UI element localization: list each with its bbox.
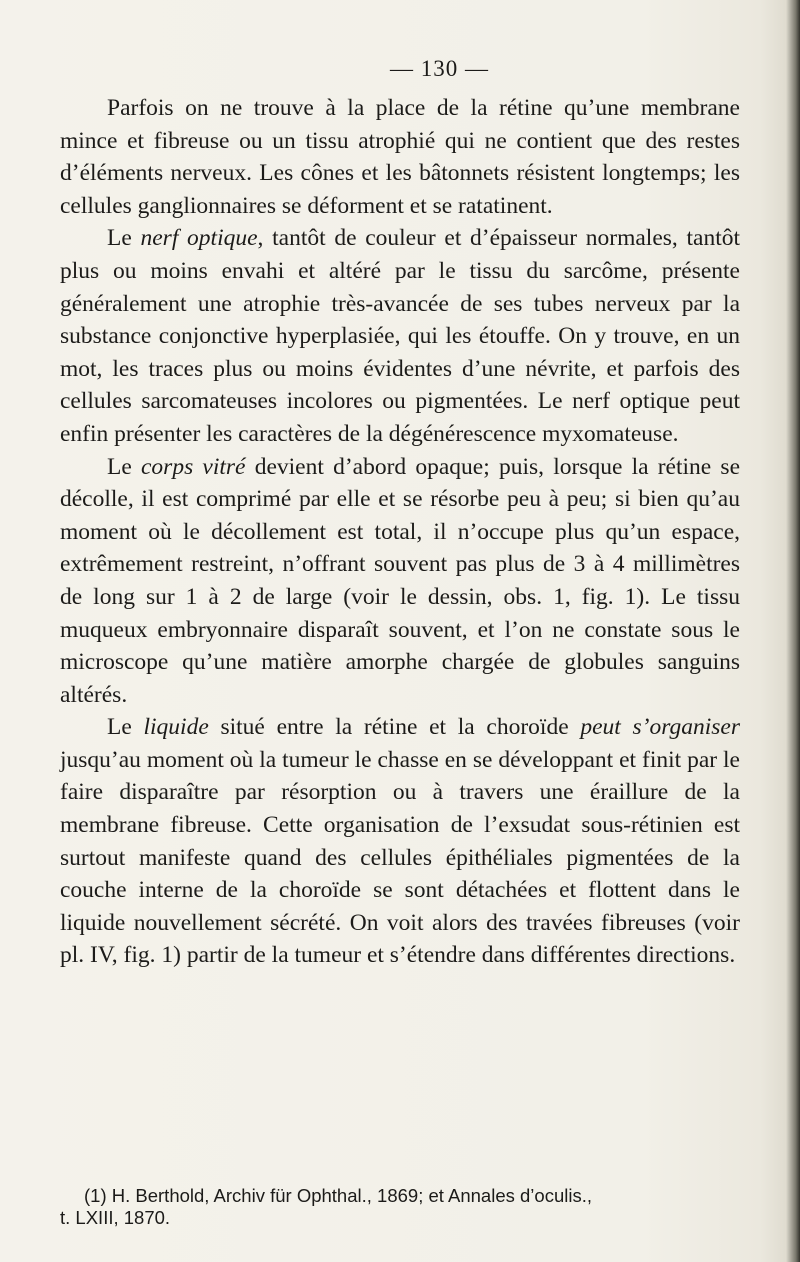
text-segment: situé entre la rétine et la choroïde	[208, 714, 581, 741]
page-edge-shadow	[786, 0, 800, 1262]
text-segment: devient d’abord opaque; puis, lorsque la rétine se décolle, il est comprimé par elle et se résorbe peu à peu; si bien qu’au moment où le décollement est total, il n’occupe plus qu’un espace, extrêmement restreint, n’offrant souvent pas plus de 3 à 4 millimètres de long sur 1 à 2 de large (voir le dessin, obs. 1, fig. 1). Le tissu muqueux embryonnaire disparaît souvent, et l’on ne constate sous le microscope qu’une matière amorphe chargée de globules sanguins altérés.	[60, 453, 741, 708]
text-segment: jusqu’au moment où la tumeur le chasse en se développant et finit par le faire disparaître par résorption ou à travers une éraillure de la membrane fibreuse. Cette organisation de l’exsudat sous-rétinien est surtout manifeste quand des cellules épithéliales pigmentées de la couche interne de la choroïde se sont détachées et flottent dans le liquide nouvellement sécrété. On voit alors des travées fibreuses (voir pl. IV, fig. 1) partir de la tumeur et s’étendre dans différentes directions.	[60, 746, 740, 969]
footnote-line-2: t. LXIII, 1870.	[60, 1207, 171, 1228]
text-segment: , tantôt de couleur et d’épaisseur normales, tantôt plus ou moins envahi et altéré par le tissu du sarcôme, présente généralement une atrophie très-avancée de ses tubes nerveux par la substance conjonctive hyperplasiée, qui les étouffe. On y trouve, en un mot, les traces plus ou moins évidentes d’une névrite, et parfois des cellules sarcomateuses incolores ou pigmentées. Le nerf optique peut enfin présenter les caractères de la dégénérescence myxomateuse.	[60, 225, 740, 447]
text-segment: Le	[107, 225, 141, 252]
text-segment: Le	[107, 453, 141, 480]
term-nerf-optique: nerf optique	[140, 225, 258, 252]
paragraph-vitreous-body	[60, 451, 740, 712]
paragraph-subretinal-liquid	[60, 711, 740, 972]
paragraph-retina	[60, 92, 740, 222]
page-number: — 130 —	[390, 56, 489, 81]
text-segment: Parfois on ne trouve à la place de la rétine qu’une membrane mince et fibreuse ou un tissu atrophié qui ne contient que des restes d’éléments nerveux. Les cônes et les bâtonnets résistent longtemps; les cellules ganglionnaires se déforment et se ratatinent.	[60, 95, 740, 219]
body-text	[60, 92, 740, 972]
term-corps-vitre: corps vitré	[141, 453, 246, 480]
footnote	[60, 1185, 750, 1229]
paragraph-optic-nerve	[60, 222, 740, 450]
footnote-line-1: (1) H. Berthold, Archiv für Ophthal., 1869; et Annales d’oculis.,	[84, 1185, 592, 1206]
term-peut-s-organiser: peut s’organiser	[580, 714, 740, 741]
term-liquide: liquide	[143, 714, 209, 741]
text-segment: Le	[107, 714, 144, 741]
